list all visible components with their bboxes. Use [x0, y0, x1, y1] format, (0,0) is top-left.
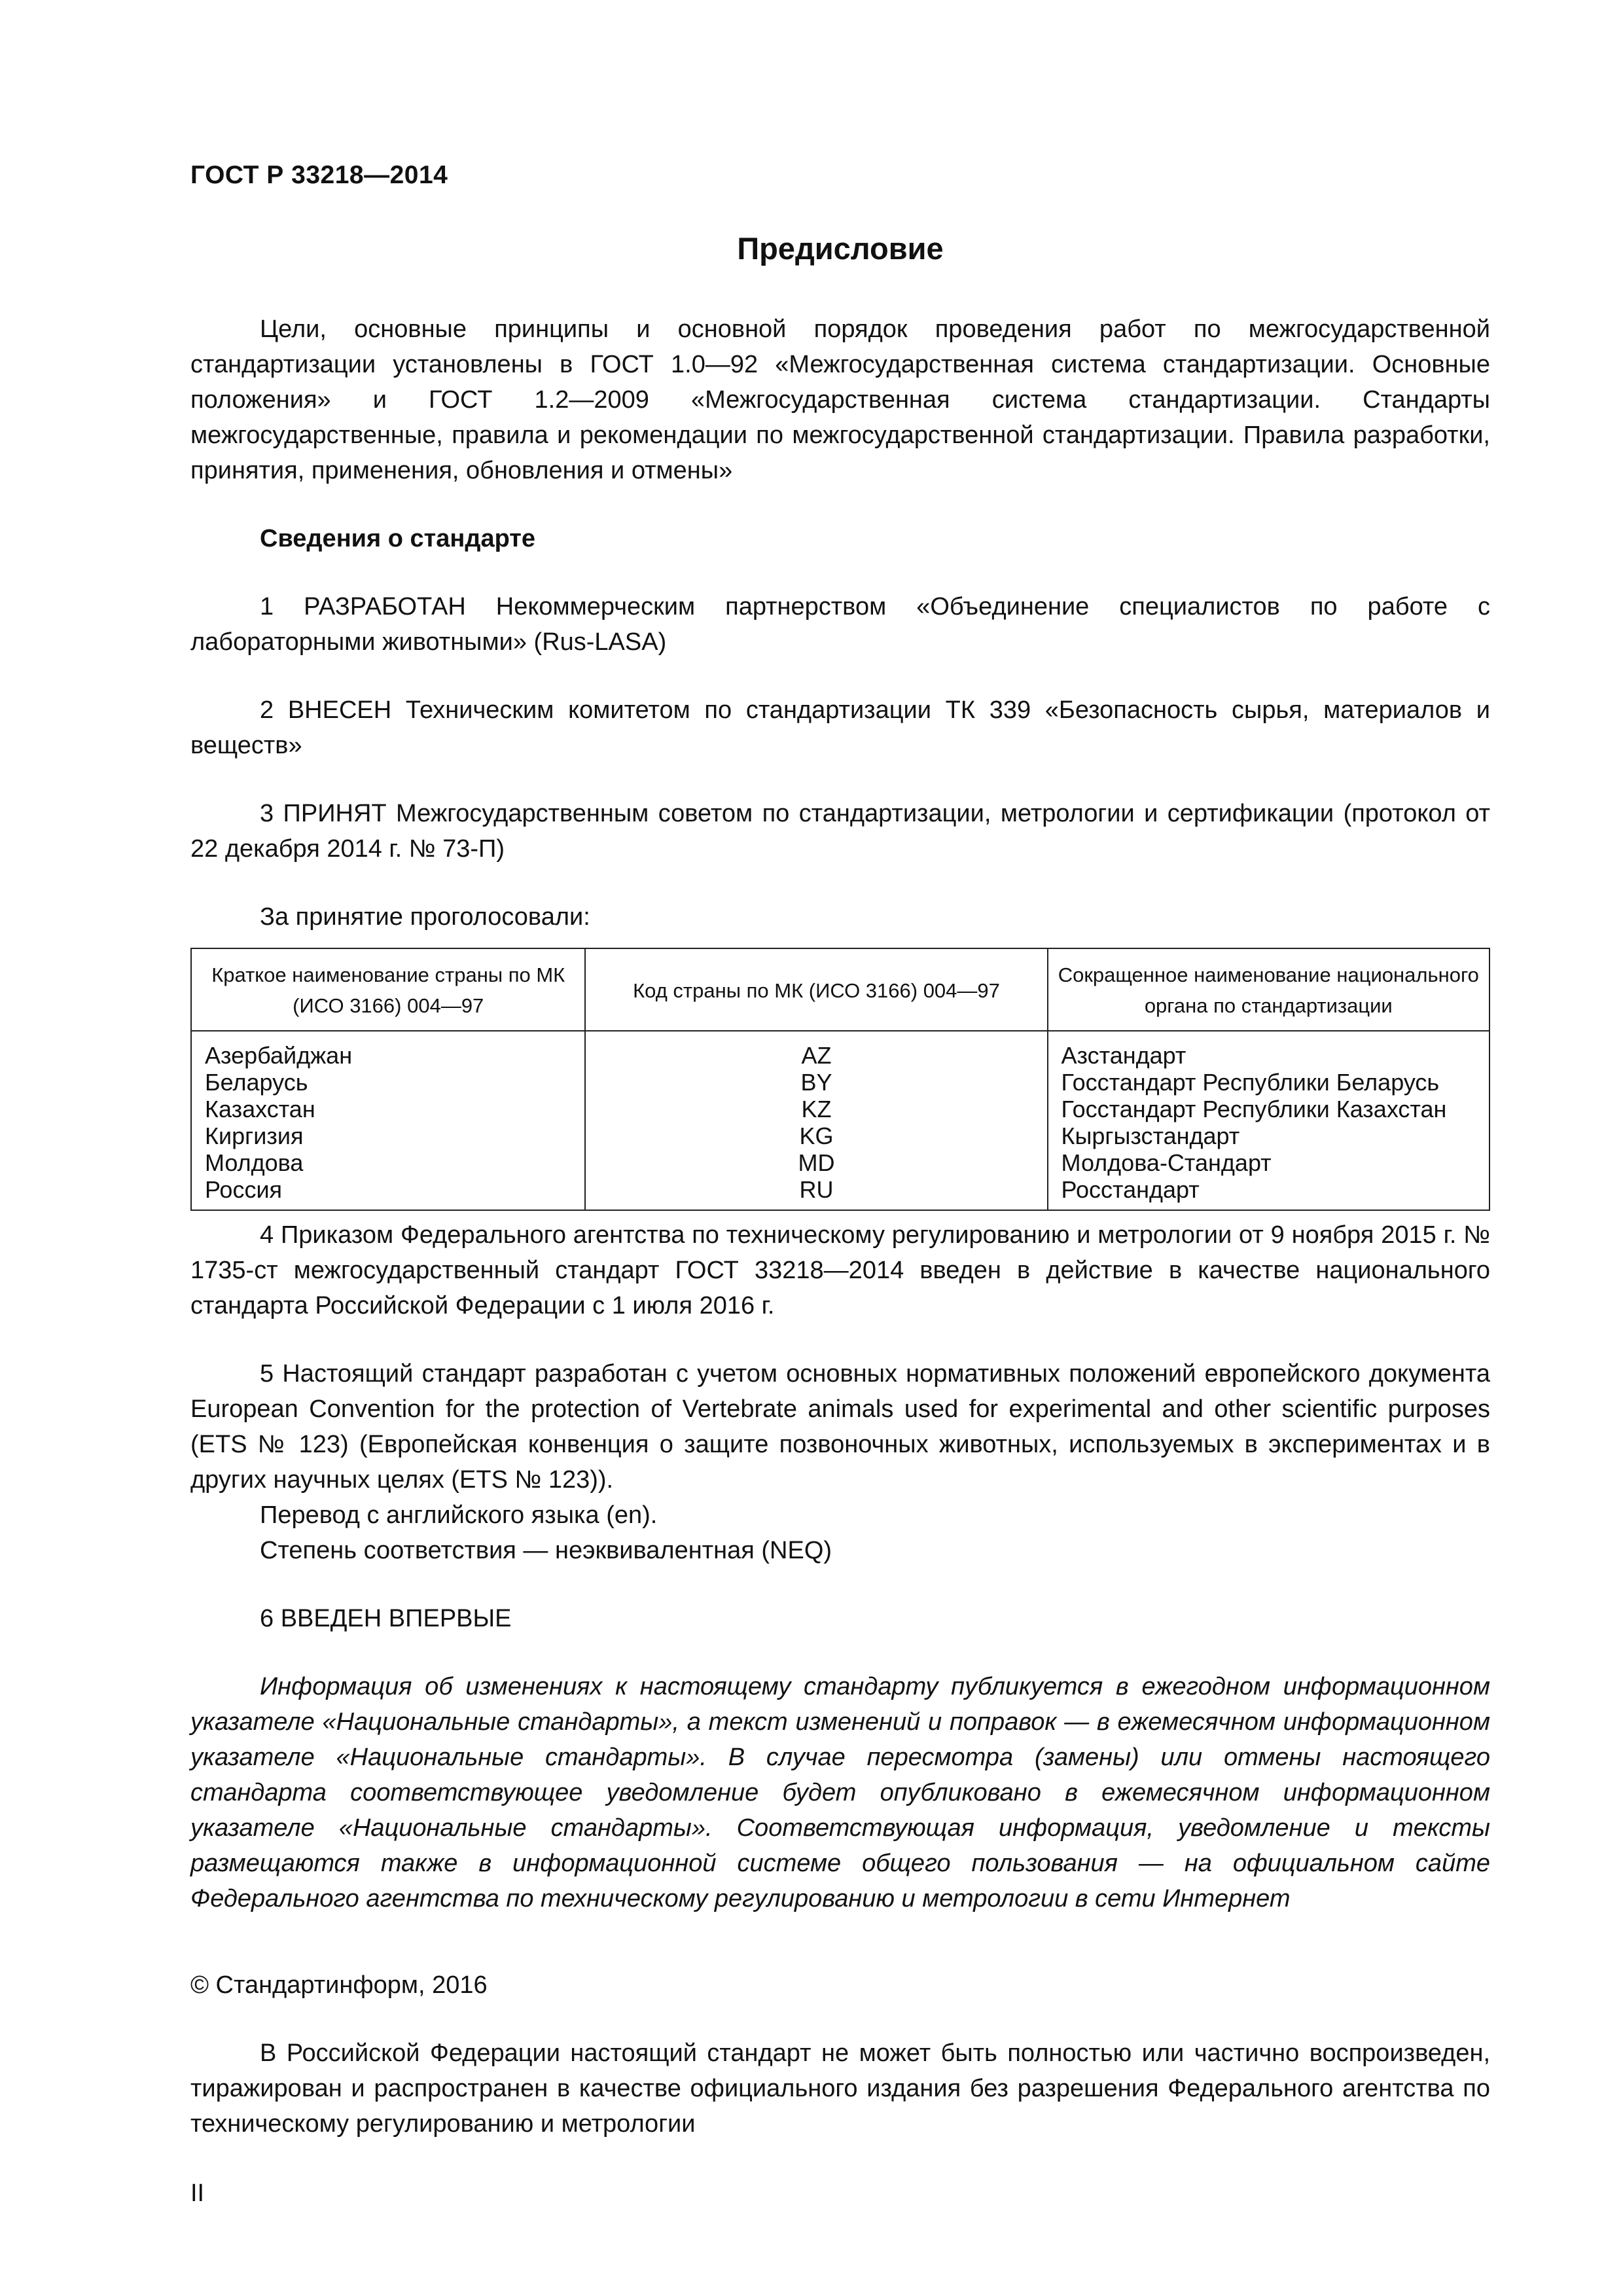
item-4-order: 4 Приказом Федерального агентства по техническому регулированию и метрологии от 9 ноября 2015 г. № 1735-ст межгосударственный стандарт ГОСТ 33218—2014 введен в действие в качестве национального стандарта Российской Федерации с 1 июля 2016 г.	[190, 1221, 1490, 1319]
page-number: II	[190, 2179, 205, 2207]
intro-paragraph: Цели, основные принципы и основной порядок проведения работ по межгосударственной стандартизации установлены в ГОСТ 1.0—92 «Межгосударственная система стандартизации. Основные положения» и ГОСТ 1.2—2009 «Межгосударственная система стандартизации. Стандарты межгосударственные, правила и рекомендации по межгосударственной стандартизации. Правила разработки, принятия, применения, обновления и отмены»	[190, 315, 1490, 484]
cell-body: Кыргызстандарт	[1048, 1122, 1489, 1149]
cell-code: KZ	[585, 1096, 1047, 1122]
item-6-first-introduced: 6 ВВЕДЕН ВПЕРВЫЕ	[260, 1605, 512, 1632]
voting-table	[190, 948, 1490, 1211]
cell-country: Азербайджан	[191, 1031, 585, 1069]
table-row	[191, 1031, 1489, 1069]
cell-body: Госстандарт Республики Беларусь	[1048, 1069, 1489, 1096]
reproduction-notice: В Российской Федерации настоящий стандарт не может быть полностью или частично воспроизведен, тиражирован и распространен в качестве официального издания без разрешения Федерального агентства по техническому регулированию и метрологии	[190, 2039, 1490, 2138]
cell-body: Госстандарт Республики Казахстан	[1048, 1096, 1489, 1122]
voted-label: За принятие проголосовали:	[260, 903, 590, 931]
document-body	[190, 229, 1490, 2142]
item-1-developed: 1 РАЗРАБОТАН Некоммерческим партнерством «Объединение специалистов по работе с лабораторными животными» (Rus-LASA)	[190, 593, 1490, 656]
table-row	[191, 1122, 1489, 1149]
cell-code: MD	[585, 1149, 1047, 1176]
cell-body: Молдова-Стандарт	[1048, 1149, 1489, 1176]
table-row	[191, 1149, 1489, 1176]
table-row	[191, 1069, 1489, 1096]
conformity-degree: Степень соответствия — неэквивалентная (NEQ)	[260, 1537, 832, 1564]
table-row	[191, 1096, 1489, 1122]
cell-body: Росстандарт	[1048, 1176, 1489, 1210]
info-heading: Сведения о стандарте	[260, 525, 536, 552]
cell-country: Молдова	[191, 1149, 585, 1176]
standard-code: ГОСТ Р 33218—2014	[190, 161, 448, 189]
translation-note: Перевод с английского языка (en).	[260, 1501, 658, 1529]
table-row	[191, 1176, 1489, 1210]
cell-body: Азстандарт	[1048, 1031, 1489, 1069]
page-title: Предисловие	[737, 231, 944, 266]
header-country-code: Код страны по МК (ИСО 3166) 004—97	[585, 948, 1047, 1031]
cell-country: Киргизия	[191, 1122, 585, 1149]
cell-country: Россия	[191, 1176, 585, 1210]
changes-notice: Информация об изменениях к настоящему стандарту публикуется в ежегодном информационном указателе «Национальные стандарты», а текст изменений и поправок — в ежемесячном информационном указателе «Национальные стандарты». В случае пересмотра (замены) или отмены настоящего стандарта соответствующее уведомление будет опубликовано в ежемесячном информационном указателе «Национальные стандарты». Соответствующая информация, уведомление и тексты размещаются также в информационной системе общего пользования — на официальном сайте Федерального агентства по техническому регулированию и метрологии в сети Интернет	[190, 1673, 1490, 1912]
cell-code: RU	[585, 1176, 1047, 1210]
cell-code: AZ	[585, 1031, 1047, 1069]
cell-code: KG	[585, 1122, 1047, 1149]
cell-country: Казахстан	[191, 1096, 585, 1122]
item-3-adopted: 3 ПРИНЯТ Межгосударственным советом по стандартизации, метрологии и сертификации (протокол от 22 декабря 2014 г. № 73-П)	[190, 800, 1490, 863]
cell-country: Беларусь	[191, 1069, 585, 1096]
item-5-basis: 5 Настоящий стандарт разработан с учетом основных нормативных положений европейского документа European Convention for the protection of Vertebrate animals used for experimental and other scientific purposes (ETS № 123) (Европейская конвенция о защите позвоночных животных, используемых в экспериментах и в других научных целях (ETS № 123)).	[190, 1360, 1490, 1494]
copyright-line: © Стандартинформ, 2016	[190, 1971, 488, 1999]
header-country-name: Краткое наименование страны по МК (ИСО 3166) 004—97	[191, 948, 585, 1031]
item-2-submitted: 2 ВНЕСЕН Техническим комитетом по стандартизации ТК 339 «Безопасность сырья, материалов и веществ»	[190, 696, 1490, 759]
header-standards-body: Сокращенное наименование национального органа по стандартизации	[1048, 948, 1489, 1031]
voting-table-header	[191, 948, 1489, 1031]
cell-code: BY	[585, 1069, 1047, 1096]
